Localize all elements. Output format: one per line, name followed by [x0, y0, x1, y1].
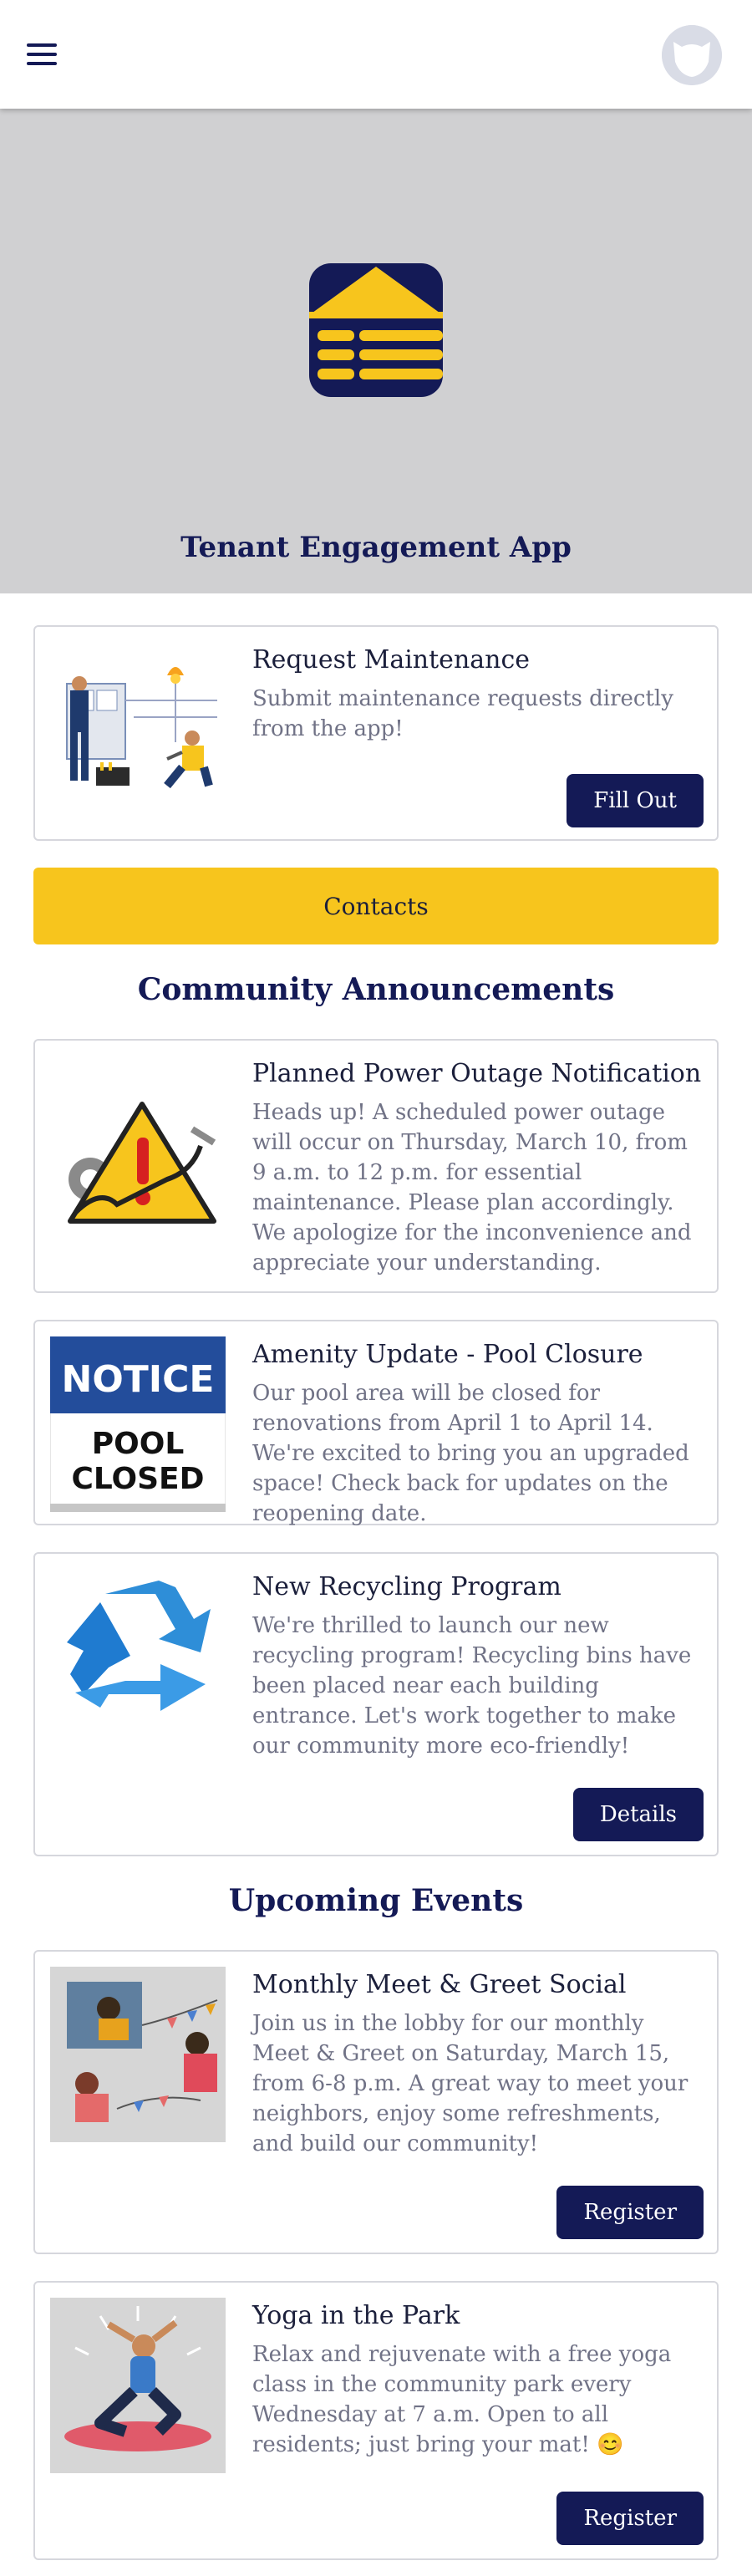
event-card-meet-greet [33, 1950, 719, 2254]
social-party-icon [50, 1967, 226, 2142]
notice-sign-title: NOTICE [61, 1358, 215, 1401]
events-heading: Upcoming Events [228, 1883, 524, 1918]
register-button[interactable]: Register [556, 2492, 704, 2545]
app-title: Tenant Engagement App [180, 531, 572, 564]
warning-plug-icon [50, 1079, 226, 1255]
event-body: Relax and rejuvenate with a free yoga class in the community park every Wednesday at 7 a.m. Open to all residents; just bring your mat! 😊 [252, 2342, 672, 2457]
notice-sign-line1: POOL [91, 1427, 185, 1461]
top-bar [0, 0, 752, 109]
avatar[interactable] [662, 25, 722, 85]
maintenance-title: Request Maintenance [252, 645, 531, 675]
announcement-body: Our pool area will be closed for renovations from April 1 to April 14. We're excited to bring you an upgraded space! Check back for updates on the reopening date. [252, 1381, 689, 1526]
notice-sign-icon [50, 1336, 226, 1512]
event-title: Yoga in the Park [252, 2301, 460, 2330]
announcement-title: Amenity Update - Pool Closure [252, 1340, 643, 1369]
yoga-icon [50, 2298, 226, 2473]
announcement-card-power-outage [33, 1039, 719, 1293]
event-body: Join us in the lobby for our monthly Meet & Greet on Saturday, March 15, from 6-8 p.m. A great way to meet your neighbors, enjoy some refreshments, and build our community! [252, 2011, 688, 2156]
menu-icon[interactable] [27, 42, 58, 67]
announcement-title: New Recycling Program [252, 1572, 561, 1601]
hero-banner [0, 109, 752, 593]
contacts-button[interactable]: Contacts [33, 868, 719, 944]
maintenance-workers-icon [50, 642, 226, 817]
maintenance-card [33, 625, 719, 841]
register-button[interactable]: Register [556, 2186, 704, 2239]
details-button[interactable]: Details [573, 1788, 704, 1841]
event-title: Monthly Meet & Greet Social [252, 1970, 627, 1999]
announcements-heading: Community Announcements [137, 972, 615, 1007]
announcement-card-recycling [33, 1552, 719, 1856]
announcement-card-pool-closure [33, 1320, 719, 1525]
event-card-yoga [33, 2281, 719, 2560]
app-logo-icon [309, 263, 443, 397]
maintenance-description: Submit maintenance requests directly from the app! [252, 686, 673, 741]
notice-sign-line2: CLOSED [71, 1462, 205, 1496]
user-avatar-icon [662, 25, 722, 85]
fill-out-button[interactable]: Fill Out [567, 774, 704, 827]
recycle-icon [50, 1569, 226, 1744]
announcement-body: We're thrilled to launch our new recycling program! Recycling bins have been placed near each building entrance. Let's work together to make our community more eco-friendly! [252, 1613, 692, 1759]
announcement-title: Planned Power Outage Notification [252, 1059, 702, 1088]
announcement-body: Heads up! A scheduled power outage will occur on Thursday, March 10, from 9 a.m. to 12 p.m. for essential maintenance. Please plan accordingly. We apologize for the inconvenience and appreciate your understanding. [252, 1100, 692, 1275]
